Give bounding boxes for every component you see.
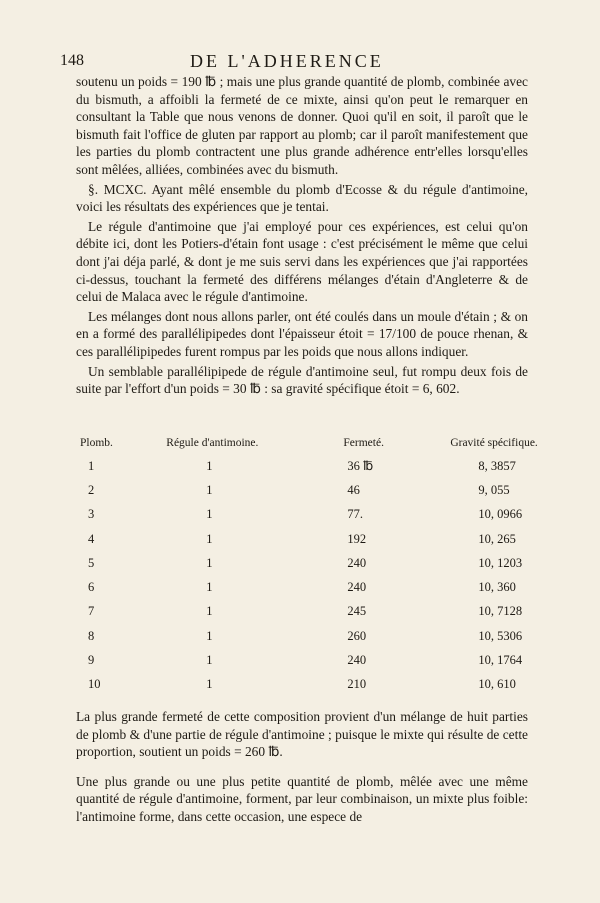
table-row <box>68 624 600 648</box>
cell-regule: 1 <box>206 555 213 570</box>
cell-gravite: 10, 1764 <box>478 653 523 668</box>
paragraph: soutenu un poids = 190 ℔ ; mais une plus grande quantité de plomb, combinée avec du bismuth, a affoibli la fermeté de ce mixte, ainsi qu'on peut le remarquer en consultant la Table que nous venons de donner. Quoi qu'il en soit, il paroît que le bismuth fait l'office de gluten par rapport au plomb; car il paroît manifestement que les parties du plomb contractent une plus grande adhérence entr'elles lorsqu'elles sont mêlées, alliées, combinées avec du bismuth. <box>76 74 528 177</box>
table-row <box>68 454 600 478</box>
cell-regule: 1 <box>206 482 213 497</box>
table-row <box>68 673 600 697</box>
cell-fermete: 46 <box>347 482 360 497</box>
cell-plomb: 7 <box>88 604 95 619</box>
cell-regule: 1 <box>206 653 213 668</box>
cell-plomb: 2 <box>88 482 95 497</box>
cell-plomb: 1 <box>88 458 95 473</box>
cell-gravite: 10, 0966 <box>478 507 523 522</box>
cell-fermete: 240 <box>347 653 367 668</box>
cell-plomb: 4 <box>88 531 95 546</box>
cell-fermete: 240 <box>347 580 367 595</box>
cell-fermete: 240 <box>347 555 367 570</box>
paragraph: Les mélanges dont nous allons parler, ont été coulés dans un moule d'étain ; & on en a formé des parallélipipedes dont l'épaisseur étoit = 17/100 de pouce rhenan, & ces parallélipipedes furent rompus par les poids que nous allons indiquer. <box>76 308 528 359</box>
cell-plomb: 9 <box>88 653 95 668</box>
cell-gravite: 8, 3857 <box>478 458 516 473</box>
cell-fermete: 192 <box>347 531 367 546</box>
column-header-regule: Régule d'antimoine. <box>166 437 259 449</box>
cell-regule: 1 <box>206 580 213 595</box>
cell-gravite: 10, 1203 <box>478 555 523 570</box>
cell-regule: 1 <box>206 531 213 546</box>
column-header-plomb: Plomb. <box>80 437 113 449</box>
table-row <box>68 527 600 551</box>
cell-regule: 1 <box>206 628 213 643</box>
cell-plomb: 6 <box>88 580 95 595</box>
cell-plomb: 10 <box>88 677 101 692</box>
table-row <box>68 600 600 624</box>
cell-gravite: 10, 5306 <box>478 628 523 643</box>
cell-regule: 1 <box>206 458 213 473</box>
cell-plomb: 3 <box>88 507 95 522</box>
paragraph: Une plus grande ou une plus petite quantité de plomb, mêlée avec une même quantité de régule d'antimoine, forment, par leur combinaison, un mixte plus foible: l'antimoine forme, dans cette occasion, une espece de <box>76 773 528 824</box>
cell-gravite: 10, 610 <box>478 677 516 692</box>
cell-fermete: 260 <box>347 628 367 643</box>
column-header-gravite: Gravité spécifique. <box>450 437 538 449</box>
column-header-fermete: Fermeté. <box>343 437 384 449</box>
cell-gravite: 10, 360 <box>478 580 516 595</box>
cell-plomb: 8 <box>88 628 95 643</box>
cell-gravite: 10, 265 <box>478 531 516 546</box>
cell-fermete: 245 <box>347 604 367 619</box>
cell-regule: 1 <box>206 507 213 522</box>
body-text-top <box>76 73 528 398</box>
cell-fermete: 36 ℔ <box>347 459 374 474</box>
cell-regule: 1 <box>206 677 213 692</box>
table-row <box>68 551 600 575</box>
cell-regule: 1 <box>206 604 213 619</box>
running-title: DE L'ADHERENCE <box>190 51 384 71</box>
table-row <box>68 648 600 672</box>
table-header-row <box>68 432 600 454</box>
paragraph: Un semblable parallélipipede de régule d'antimoine seul, fut rompu deux fois de suite par l'effort d'un poids = 30 ℔ : sa gravité spécifique étoit = 6, 602. <box>76 363 528 397</box>
table-row <box>68 503 600 527</box>
cell-gravite: 9, 055 <box>478 482 510 497</box>
cell-gravite: 10, 7128 <box>478 604 523 619</box>
results-table <box>68 432 600 697</box>
page-header <box>60 52 540 74</box>
table-row <box>68 478 600 502</box>
paragraph: §. MCXC. Ayant mêlé ensemble du plomb d'Ecosse & du régule d'antimoine, voici les résultats des expériences que je tentai. <box>76 181 528 215</box>
table-row <box>68 575 600 599</box>
cell-fermete: 77. <box>347 507 364 522</box>
cell-fermete: 210 <box>347 677 367 692</box>
paragraph: Le régule d'antimoine que j'ai employé pour ces expériences, est celui qu'on débite ici, dont les Potiers-d'étain font usage : c'est précisément le même que celui dont j'ai déja parlé, & dont je me suis servi dans les expériences que j'ai rapportées ci-dessus, touchant la fermeté des différens mélanges d'étain d'Angleterre & de celui de Malaca avec le régule d'antimoine. <box>76 218 528 305</box>
page-number: 148 <box>60 52 84 69</box>
body-text-bottom <box>76 708 528 826</box>
cell-plomb: 5 <box>88 555 95 570</box>
paragraph: La plus grande fermeté de cette composition provient d'un mélange de huit parties de plomb & d'une partie de régule d'antimoine ; puisque le mixte qui résulte de cette proportion, soutient un poids = 260 ℔. <box>76 709 528 760</box>
